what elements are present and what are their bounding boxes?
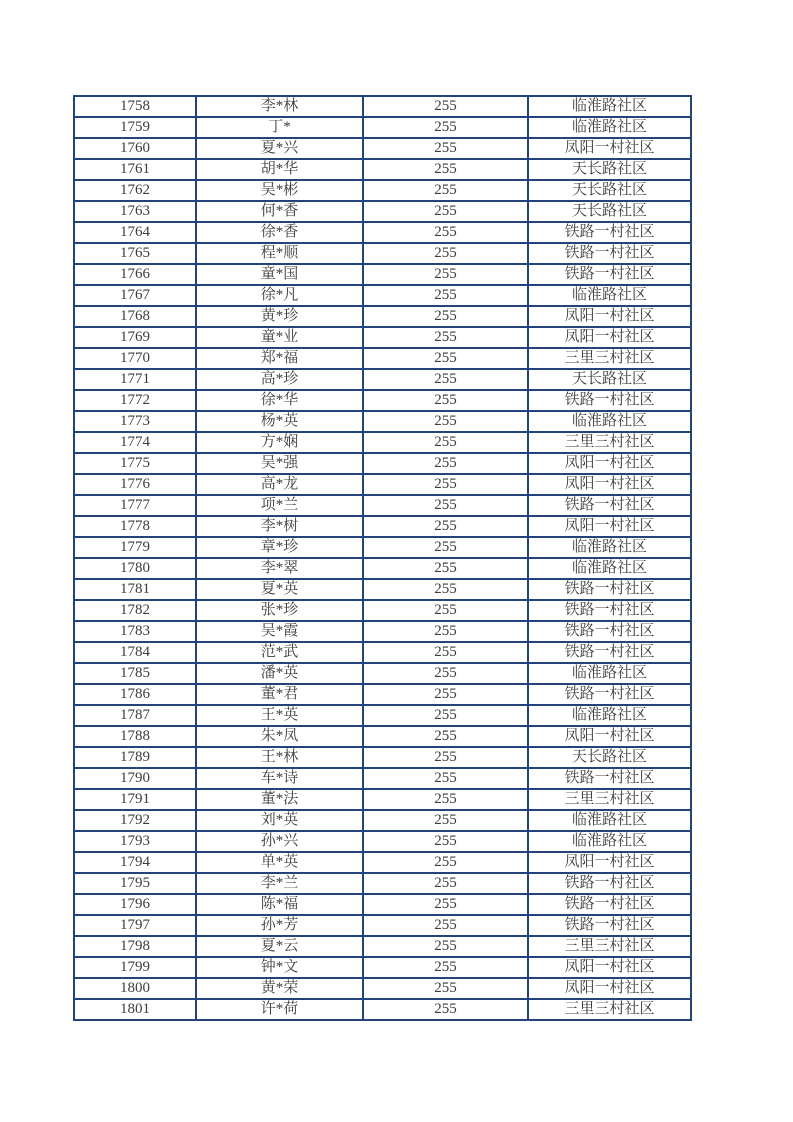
table-row bbox=[74, 684, 691, 705]
table-row bbox=[74, 243, 691, 264]
table-cell-community: 临淮路社区 bbox=[528, 663, 691, 684]
table-cell-value: 255 bbox=[363, 915, 528, 936]
table-cell-value: 255 bbox=[363, 306, 528, 327]
table-cell-index: 1769 bbox=[74, 327, 196, 348]
table-row bbox=[74, 873, 691, 894]
table-cell-value: 255 bbox=[363, 453, 528, 474]
table-cell-index: 1764 bbox=[74, 222, 196, 243]
table-cell-index: 1781 bbox=[74, 579, 196, 600]
table-cell-community: 铁路一村社区 bbox=[528, 243, 691, 264]
table-cell-index: 1771 bbox=[74, 369, 196, 390]
table-cell-value: 255 bbox=[363, 159, 528, 180]
table-cell-community: 凤阳一村社区 bbox=[528, 474, 691, 495]
table-cell-index: 1782 bbox=[74, 600, 196, 621]
table-cell-name: 车*诗 bbox=[196, 768, 363, 789]
table-cell-value: 255 bbox=[363, 222, 528, 243]
table-row bbox=[74, 264, 691, 285]
table-cell-index: 1762 bbox=[74, 180, 196, 201]
table-row bbox=[74, 222, 691, 243]
table-cell-name: 胡*华 bbox=[196, 159, 363, 180]
table-row bbox=[74, 579, 691, 600]
table-cell-index: 1787 bbox=[74, 705, 196, 726]
table-cell-community: 铁路一村社区 bbox=[528, 600, 691, 621]
table-cell-index: 1785 bbox=[74, 663, 196, 684]
table-cell-name: 陈*福 bbox=[196, 894, 363, 915]
table-cell-index: 1760 bbox=[74, 138, 196, 159]
table-cell-name: 吴*强 bbox=[196, 453, 363, 474]
table-cell-community: 凤阳一村社区 bbox=[528, 138, 691, 159]
table-cell-index: 1801 bbox=[74, 999, 196, 1020]
table-cell-name: 黄*珍 bbox=[196, 306, 363, 327]
table-cell-name: 潘*英 bbox=[196, 663, 363, 684]
table-cell-index: 1763 bbox=[74, 201, 196, 222]
table-row bbox=[74, 957, 691, 978]
table-cell-index: 1768 bbox=[74, 306, 196, 327]
table-cell-value: 255 bbox=[363, 537, 528, 558]
table-cell-name: 高*珍 bbox=[196, 369, 363, 390]
table-cell-index: 1777 bbox=[74, 495, 196, 516]
table-cell-name: 杨*英 bbox=[196, 411, 363, 432]
table-cell-name: 刘*英 bbox=[196, 810, 363, 831]
table-cell-index: 1765 bbox=[74, 243, 196, 264]
table-cell-index: 1799 bbox=[74, 957, 196, 978]
table-cell-community: 铁路一村社区 bbox=[528, 768, 691, 789]
table-cell-value: 255 bbox=[363, 789, 528, 810]
table-cell-name: 许*荷 bbox=[196, 999, 363, 1020]
table-cell-community: 凤阳一村社区 bbox=[528, 978, 691, 999]
table-cell-value: 255 bbox=[363, 558, 528, 579]
table-cell-value: 255 bbox=[363, 138, 528, 159]
table-cell-name: 董*君 bbox=[196, 684, 363, 705]
table-cell-value: 255 bbox=[363, 705, 528, 726]
table-cell-name: 吴*霞 bbox=[196, 621, 363, 642]
table-cell-value: 255 bbox=[363, 516, 528, 537]
table-cell-community: 临淮路社区 bbox=[528, 558, 691, 579]
table-cell-community: 铁路一村社区 bbox=[528, 579, 691, 600]
table-cell-value: 255 bbox=[363, 873, 528, 894]
table-cell-value: 255 bbox=[363, 663, 528, 684]
table-cell-value: 255 bbox=[363, 117, 528, 138]
table-cell-value: 255 bbox=[363, 285, 528, 306]
table-row bbox=[74, 285, 691, 306]
table-row bbox=[74, 369, 691, 390]
table-cell-index: 1798 bbox=[74, 936, 196, 957]
table-cell-index: 1788 bbox=[74, 726, 196, 747]
table-cell-name: 高*龙 bbox=[196, 474, 363, 495]
table-cell-value: 255 bbox=[363, 96, 528, 117]
table-row bbox=[74, 390, 691, 411]
table-cell-community: 三里三村社区 bbox=[528, 999, 691, 1020]
table-cell-name: 张*珍 bbox=[196, 600, 363, 621]
table-cell-community: 铁路一村社区 bbox=[528, 264, 691, 285]
table-cell-name: 何*香 bbox=[196, 201, 363, 222]
table-cell-name: 丁* bbox=[196, 117, 363, 138]
table-cell-community: 临淮路社区 bbox=[528, 831, 691, 852]
table-cell-name: 朱*凤 bbox=[196, 726, 363, 747]
table-cell-community: 三里三村社区 bbox=[528, 348, 691, 369]
table-row bbox=[74, 117, 691, 138]
table-row bbox=[74, 789, 691, 810]
table-cell-community: 临淮路社区 bbox=[528, 810, 691, 831]
table-cell-name: 夏*云 bbox=[196, 936, 363, 957]
table-cell-name: 孙*芳 bbox=[196, 915, 363, 936]
table-cell-index: 1796 bbox=[74, 894, 196, 915]
table-row bbox=[74, 747, 691, 768]
table-cell-community: 临淮路社区 bbox=[528, 705, 691, 726]
table-row bbox=[74, 201, 691, 222]
table-row bbox=[74, 411, 691, 432]
table-cell-index: 1783 bbox=[74, 621, 196, 642]
table-row bbox=[74, 516, 691, 537]
table-row bbox=[74, 159, 691, 180]
table-cell-name: 章*珍 bbox=[196, 537, 363, 558]
table-cell-index: 1774 bbox=[74, 432, 196, 453]
table-cell-name: 吴*彬 bbox=[196, 180, 363, 201]
table-row bbox=[74, 306, 691, 327]
table-cell-index: 1789 bbox=[74, 747, 196, 768]
table-row bbox=[74, 831, 691, 852]
table-cell-value: 255 bbox=[363, 327, 528, 348]
table-cell-name: 范*武 bbox=[196, 642, 363, 663]
table-cell-community: 铁路一村社区 bbox=[528, 390, 691, 411]
table-cell-index: 1790 bbox=[74, 768, 196, 789]
table-cell-index: 1766 bbox=[74, 264, 196, 285]
table-cell-value: 255 bbox=[363, 747, 528, 768]
table-cell-index: 1758 bbox=[74, 96, 196, 117]
table-cell-name: 李*翠 bbox=[196, 558, 363, 579]
table-cell-value: 255 bbox=[363, 684, 528, 705]
table-cell-community: 天长路社区 bbox=[528, 747, 691, 768]
table-cell-name: 李*林 bbox=[196, 96, 363, 117]
table-cell-name: 徐*华 bbox=[196, 390, 363, 411]
table-cell-value: 255 bbox=[363, 264, 528, 285]
table-cell-community: 临淮路社区 bbox=[528, 537, 691, 558]
table-row bbox=[74, 495, 691, 516]
roster-table bbox=[73, 95, 692, 1021]
table-row bbox=[74, 642, 691, 663]
table-cell-community: 铁路一村社区 bbox=[528, 495, 691, 516]
table-row bbox=[74, 474, 691, 495]
table-cell-index: 1791 bbox=[74, 789, 196, 810]
table-cell-value: 255 bbox=[363, 348, 528, 369]
table-cell-community: 临淮路社区 bbox=[528, 411, 691, 432]
table-cell-community: 铁路一村社区 bbox=[528, 621, 691, 642]
table-cell-value: 255 bbox=[363, 621, 528, 642]
table-row bbox=[74, 558, 691, 579]
roster-body bbox=[74, 96, 691, 1020]
table-row bbox=[74, 600, 691, 621]
table-cell-value: 255 bbox=[363, 411, 528, 432]
table-row bbox=[74, 894, 691, 915]
table-cell-community: 凤阳一村社区 bbox=[528, 327, 691, 348]
table-cell-community: 凤阳一村社区 bbox=[528, 306, 691, 327]
table-row bbox=[74, 537, 691, 558]
table-row bbox=[74, 327, 691, 348]
table-cell-index: 1776 bbox=[74, 474, 196, 495]
table-row bbox=[74, 915, 691, 936]
table-cell-value: 255 bbox=[363, 201, 528, 222]
table-row bbox=[74, 936, 691, 957]
table-cell-index: 1772 bbox=[74, 390, 196, 411]
table-cell-value: 255 bbox=[363, 474, 528, 495]
table-cell-index: 1792 bbox=[74, 810, 196, 831]
table-cell-value: 255 bbox=[363, 999, 528, 1020]
table-cell-value: 255 bbox=[363, 768, 528, 789]
table-cell-name: 徐*凡 bbox=[196, 285, 363, 306]
table-cell-name: 程*顺 bbox=[196, 243, 363, 264]
table-cell-value: 255 bbox=[363, 369, 528, 390]
table-cell-community: 铁路一村社区 bbox=[528, 684, 691, 705]
table-cell-value: 255 bbox=[363, 390, 528, 411]
table-cell-index: 1800 bbox=[74, 978, 196, 999]
table-cell-value: 255 bbox=[363, 831, 528, 852]
table-cell-index: 1759 bbox=[74, 117, 196, 138]
table-cell-index: 1793 bbox=[74, 831, 196, 852]
table-cell-community: 凤阳一村社区 bbox=[528, 957, 691, 978]
table-cell-value: 255 bbox=[363, 600, 528, 621]
table-cell-name: 项*兰 bbox=[196, 495, 363, 516]
table-cell-name: 童*国 bbox=[196, 264, 363, 285]
table-cell-community: 铁路一村社区 bbox=[528, 642, 691, 663]
table-cell-name: 孙*兴 bbox=[196, 831, 363, 852]
table-cell-community: 铁路一村社区 bbox=[528, 894, 691, 915]
table-cell-value: 255 bbox=[363, 852, 528, 873]
table-cell-name: 李*兰 bbox=[196, 873, 363, 894]
table-cell-index: 1780 bbox=[74, 558, 196, 579]
table-cell-name: 董*法 bbox=[196, 789, 363, 810]
table-cell-name: 方*娴 bbox=[196, 432, 363, 453]
table-cell-index: 1795 bbox=[74, 873, 196, 894]
table-cell-community: 三里三村社区 bbox=[528, 789, 691, 810]
table-row bbox=[74, 810, 691, 831]
table-cell-community: 天长路社区 bbox=[528, 201, 691, 222]
table-cell-name: 夏*英 bbox=[196, 579, 363, 600]
table-cell-index: 1779 bbox=[74, 537, 196, 558]
table-cell-community: 临淮路社区 bbox=[528, 117, 691, 138]
table-row bbox=[74, 348, 691, 369]
table-cell-index: 1773 bbox=[74, 411, 196, 432]
table-cell-value: 255 bbox=[363, 957, 528, 978]
table-row bbox=[74, 138, 691, 159]
table-cell-index: 1770 bbox=[74, 348, 196, 369]
table-cell-community: 临淮路社区 bbox=[528, 96, 691, 117]
table-cell-index: 1778 bbox=[74, 516, 196, 537]
table-cell-value: 255 bbox=[363, 810, 528, 831]
table-cell-community: 凤阳一村社区 bbox=[528, 852, 691, 873]
table-cell-name: 单*英 bbox=[196, 852, 363, 873]
table-row bbox=[74, 726, 691, 747]
table-cell-index: 1784 bbox=[74, 642, 196, 663]
table-cell-community: 天长路社区 bbox=[528, 369, 691, 390]
table-cell-index: 1767 bbox=[74, 285, 196, 306]
table-cell-name: 黄*荣 bbox=[196, 978, 363, 999]
table-cell-community: 天长路社区 bbox=[528, 159, 691, 180]
table-cell-value: 255 bbox=[363, 642, 528, 663]
table-cell-name: 徐*香 bbox=[196, 222, 363, 243]
table-row bbox=[74, 96, 691, 117]
table-row bbox=[74, 621, 691, 642]
table-cell-community: 凤阳一村社区 bbox=[528, 453, 691, 474]
table-cell-community: 天长路社区 bbox=[528, 180, 691, 201]
table-cell-value: 255 bbox=[363, 726, 528, 747]
table-row bbox=[74, 432, 691, 453]
table-cell-name: 王*林 bbox=[196, 747, 363, 768]
table-cell-value: 255 bbox=[363, 978, 528, 999]
table-cell-index: 1786 bbox=[74, 684, 196, 705]
table-cell-value: 255 bbox=[363, 180, 528, 201]
table-cell-name: 夏*兴 bbox=[196, 138, 363, 159]
table-cell-name: 童*业 bbox=[196, 327, 363, 348]
table-row bbox=[74, 705, 691, 726]
table-cell-value: 255 bbox=[363, 579, 528, 600]
table-cell-value: 255 bbox=[363, 243, 528, 264]
table-cell-community: 临淮路社区 bbox=[528, 285, 691, 306]
table-row bbox=[74, 768, 691, 789]
table-cell-value: 255 bbox=[363, 495, 528, 516]
table-row bbox=[74, 978, 691, 999]
table-cell-index: 1775 bbox=[74, 453, 196, 474]
table-cell-index: 1797 bbox=[74, 915, 196, 936]
table-cell-community: 三里三村社区 bbox=[528, 936, 691, 957]
table-row bbox=[74, 453, 691, 474]
table-row bbox=[74, 180, 691, 201]
table-cell-community: 凤阳一村社区 bbox=[528, 726, 691, 747]
table-cell-value: 255 bbox=[363, 894, 528, 915]
table-cell-community: 三里三村社区 bbox=[528, 432, 691, 453]
table-cell-name: 钟*文 bbox=[196, 957, 363, 978]
table-row bbox=[74, 663, 691, 684]
table-cell-name: 李*树 bbox=[196, 516, 363, 537]
table-cell-name: 郑*福 bbox=[196, 348, 363, 369]
table-cell-community: 铁路一村社区 bbox=[528, 915, 691, 936]
table-cell-value: 255 bbox=[363, 936, 528, 957]
table-cell-name: 王*英 bbox=[196, 705, 363, 726]
table-row bbox=[74, 999, 691, 1020]
table-row bbox=[74, 852, 691, 873]
table-cell-community: 铁路一村社区 bbox=[528, 873, 691, 894]
table-cell-community: 凤阳一村社区 bbox=[528, 516, 691, 537]
table-cell-index: 1794 bbox=[74, 852, 196, 873]
table-cell-community: 铁路一村社区 bbox=[528, 222, 691, 243]
table-cell-index: 1761 bbox=[74, 159, 196, 180]
table-cell-value: 255 bbox=[363, 432, 528, 453]
